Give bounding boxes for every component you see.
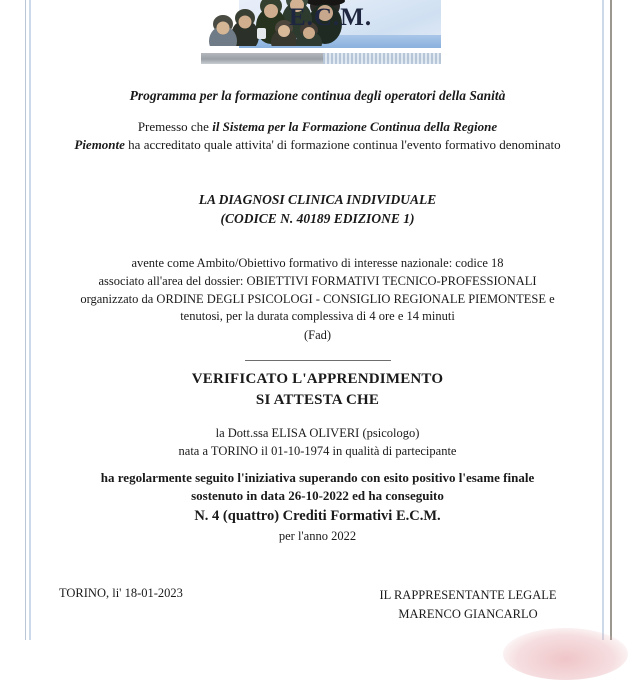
page-border-left-outer bbox=[25, 0, 26, 640]
official-stamp-watermark bbox=[503, 628, 628, 680]
ecm-logo bbox=[201, 0, 441, 66]
signer-name: MARENCO GIANCARLO bbox=[398, 606, 538, 621]
participant-name: la Dott.ssa ELISA OLIVERI (psicologo) bbox=[215, 426, 420, 440]
issue-place-date: TORINO, li' 18-01-2023 bbox=[59, 586, 183, 600]
signer-role: IL RAPPRESENTANTE LEGALE bbox=[379, 588, 557, 602]
detail-duration: tenutosi, per la durata complessiva di 4 ore e 14 minuti bbox=[180, 309, 455, 324]
course-title-block bbox=[33, 190, 602, 228]
logo-hatched-bar bbox=[323, 53, 441, 64]
premise-paragraph bbox=[41, 118, 594, 155]
section-divider bbox=[245, 360, 391, 361]
course-name: LA DIAGNOSI CLINICA INDIVIDUALE bbox=[198, 192, 437, 207]
attestation-line-2: SI ATTESTA CHE bbox=[255, 392, 380, 409]
detail-dossier-area: associato all'area del dossier: OBIETTIVI FORMATIVI TECNICO-PROFESSIONALI bbox=[98, 273, 537, 288]
premise-rest: ha accreditato quale attivita' di formazione continua l'evento formativo denominato bbox=[124, 137, 561, 153]
program-title: Programma per la formazione continua degli operatori della Sanità bbox=[129, 88, 506, 103]
page-border-left-inner bbox=[29, 0, 31, 640]
logo-ecm-label: E.C.M. bbox=[289, 4, 373, 31]
premise-emphasis-1: il Sistema per la Formazione Continua della Regione bbox=[212, 119, 498, 134]
certificate-page bbox=[33, 0, 602, 640]
attestation-line-1: VERIFICATO L'APPRENDIMENTO bbox=[191, 371, 444, 387]
detail-delivery-mode: (Fad) bbox=[303, 328, 332, 342]
credits-awarded: N. 4 (quattro) Crediti Formativi E.C.M. bbox=[194, 507, 441, 524]
course-code: (CODICE N. 40189 EDIZIONE 1) bbox=[220, 211, 415, 227]
detail-objective: avente come Ambito/Obiettivo formativo di interesse nazionale: codice 18 bbox=[131, 256, 504, 270]
statement-block bbox=[33, 469, 602, 526]
detail-organizer: organizzato da ORDINE DEGLI PSICOLOGI - CONSIGLIO REGIONALE PIEMONTESE e bbox=[80, 291, 555, 306]
premise-prefix: Premesso che bbox=[137, 119, 213, 134]
credit-year: per l'anno 2022 bbox=[278, 529, 357, 543]
course-details-block bbox=[37, 255, 598, 345]
statement-line-1: ha regolarmente seguito l'iniziativa superando con esito positivo l'esame finale bbox=[100, 470, 535, 485]
page-border-right-outer bbox=[610, 0, 612, 640]
participant-birth: nata a TORINO il 01-10-1974 in qualità di partecipante bbox=[178, 443, 457, 458]
page-border-right-inner bbox=[602, 0, 604, 640]
signature-block bbox=[343, 586, 593, 624]
statement-line-2: sostenuto in data 26-10-2022 ed ha conseguito bbox=[191, 488, 444, 504]
attestation-heading bbox=[33, 369, 602, 412]
premise-emphasis-2: Piemonte bbox=[74, 137, 125, 153]
participant-block bbox=[33, 425, 602, 461]
